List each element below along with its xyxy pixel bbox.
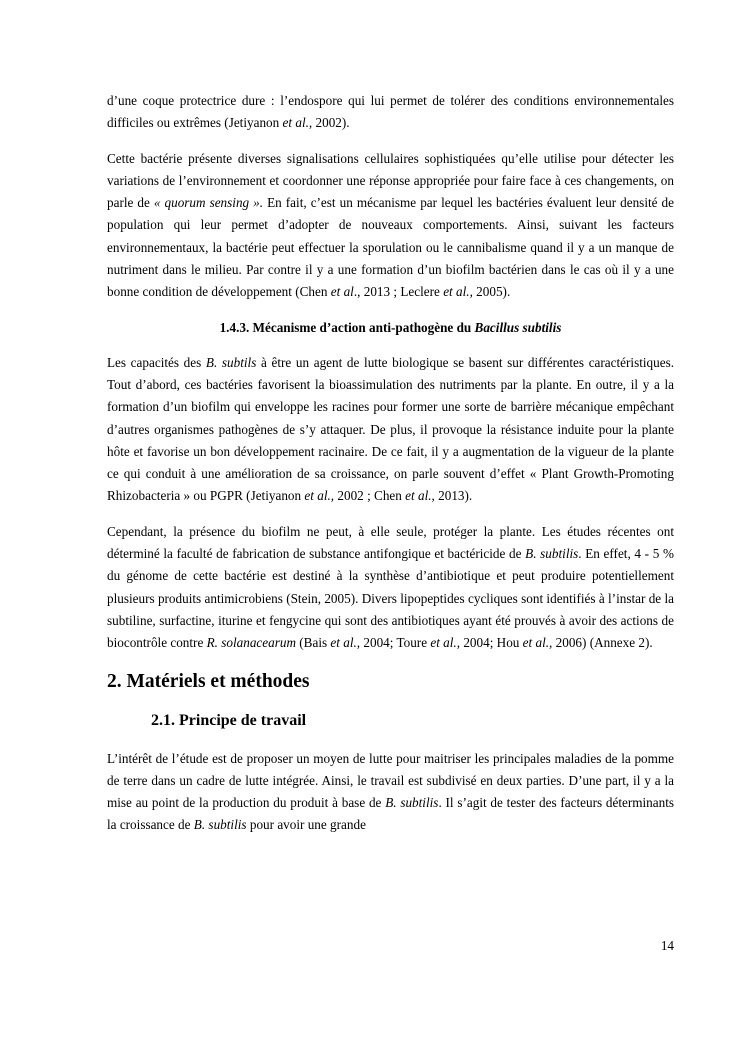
text-run: ., 2013 ; Leclere — [353, 284, 444, 300]
document-body — [107, 90, 674, 837]
paragraph-endospore — [107, 90, 674, 135]
text-run: d’une coque protectrice dure : l’endospore qui lui permet de tolérer des conditions environnementales difficiles ou extrêmes (Jetiyanon — [107, 93, 674, 131]
paragraph-quorum-sensing — [107, 148, 674, 304]
text-run-italic: et al., — [304, 488, 335, 504]
text-run: En fait, c’est un mécanisme par lequel les bactéries évaluent leur densité de population qui leur permet d’adopter de nouveaux comportements. Ainsi, suivant les facteurs environnementaux, la bactérie peut effectuer la sporulation ou le cannibalisme quand il y a un manque de nutriment dans le milieu. Par contre il y a une formation d’un biofilm bactérien dans le cas où il y a une bonne condition de développement (Chen — [107, 195, 674, 300]
paragraph-capacities — [107, 352, 674, 508]
text-run: Les capacités des — [107, 354, 206, 370]
page-number: 14 — [660, 938, 674, 953]
text-run-italic: B. subtilis — [385, 795, 439, 811]
text-run-italic: et al. — [522, 635, 550, 651]
text-run: Cette bactérie présente diverses signalisations cellulaires sophistiquées qu’elle utilise pour détecter les variations de l’environnement et coordonner une réponse appropriée pour faire face à ces changements, on parle de — [107, 150, 674, 211]
text-run: , 2006) (Annexe 2). — [549, 635, 653, 651]
text-run-italic: Bacillus subtilis — [474, 319, 562, 335]
text-run-italic: et al., — [443, 284, 473, 300]
text-run: . En effet, 4 - 5 % du génome de cette bactérie est destiné à la synthèse d’antibiotique et peut produire potentiellement plusieurs produits antimicrobiens (Stein, 2005). Divers lipopeptides cycliques sont identifiés à l’instar de la subtiline, surfactine, iturine et fengycine qui sont des antibiotiques ayant été prouvés à avoir des actions de biocontrôle contre — [107, 546, 674, 651]
text-run: . Il s’agit de tester des facteurs déterminants la croissance de — [107, 795, 674, 833]
text-run: 1.4.3. Mécanisme d’action anti-pathogène du — [219, 319, 475, 335]
text-run: à être un agent de lutte biologique se basent sur différentes caractéristiques. Tout d’abord, ces bactéries favorisent la bioassimulation des nutriments par la plante. En outre, il y a la formation d’un biofilm qui enveloppe les racines pour former une sorte de barrière mécanique empêchant d’autres organismes pathogènes de s’y attaquer. De plus, il provoque la résistance induite pour la plante hôte et favorise un bon développement racinaire. De ce fait, il y a augmentation de la vigueur de la plante ce qui conduit à une amélioration de sa croissance, on parle souvent d’effet « Plant Growth-Promoting Rhizobacteria » ou PGPR (Jetiyanon — [107, 354, 674, 504]
text-run: Cependant, la présence du biofilm ne peut, à elle seule, protéger la plante. Les études récentes ont déterminé la faculté de fabrication de substance antifongique et bactéricide de — [107, 523, 674, 562]
text-run-italic: R. solanacearum — [206, 635, 296, 651]
text-run-italic: et al., — [430, 635, 461, 651]
paragraph-biofilm — [107, 521, 674, 655]
text-run-italic: B. subtils — [205, 354, 257, 370]
text-run-italic: B. subtilis — [525, 546, 579, 562]
text-run-italic: et al., — [330, 635, 361, 651]
section-heading-2-1: 2.1. Principe de travail — [151, 711, 307, 729]
text-run: (Bais — [295, 635, 331, 651]
text-run-italic: et al — [330, 284, 354, 300]
text-run-italic: B. subtilis — [193, 817, 247, 833]
section-heading-1-4-3 — [107, 317, 674, 339]
text-run: , 2013). — [431, 488, 473, 504]
text-run-italic: et al., — [282, 115, 313, 131]
text-run: 2005). — [472, 284, 511, 300]
text-run: 2004; Toure — [360, 635, 431, 651]
text-run: pour avoir une grande — [246, 817, 366, 833]
text-run: 2002). — [312, 115, 350, 131]
paragraph-principle — [107, 748, 674, 837]
text-run-italic: « quorum sensing ». — [153, 195, 264, 211]
text-run-italic: et al. — [405, 488, 432, 504]
text-run: 2004; Hou — [460, 635, 523, 651]
text-run: L’intérêt de l’étude est de proposer un moyen de lutte pour maitriser les principales maladies de la pomme de terre dans un cadre de lutte intégrée. Ainsi, le travail est subdivisé en deux parties. D’une part, il y a la mise au point de la production du produit à base de — [107, 750, 674, 811]
text-run: 2002 ; Chen — [334, 488, 406, 504]
section-heading-2: 2. Matériels et méthodes — [107, 670, 310, 692]
